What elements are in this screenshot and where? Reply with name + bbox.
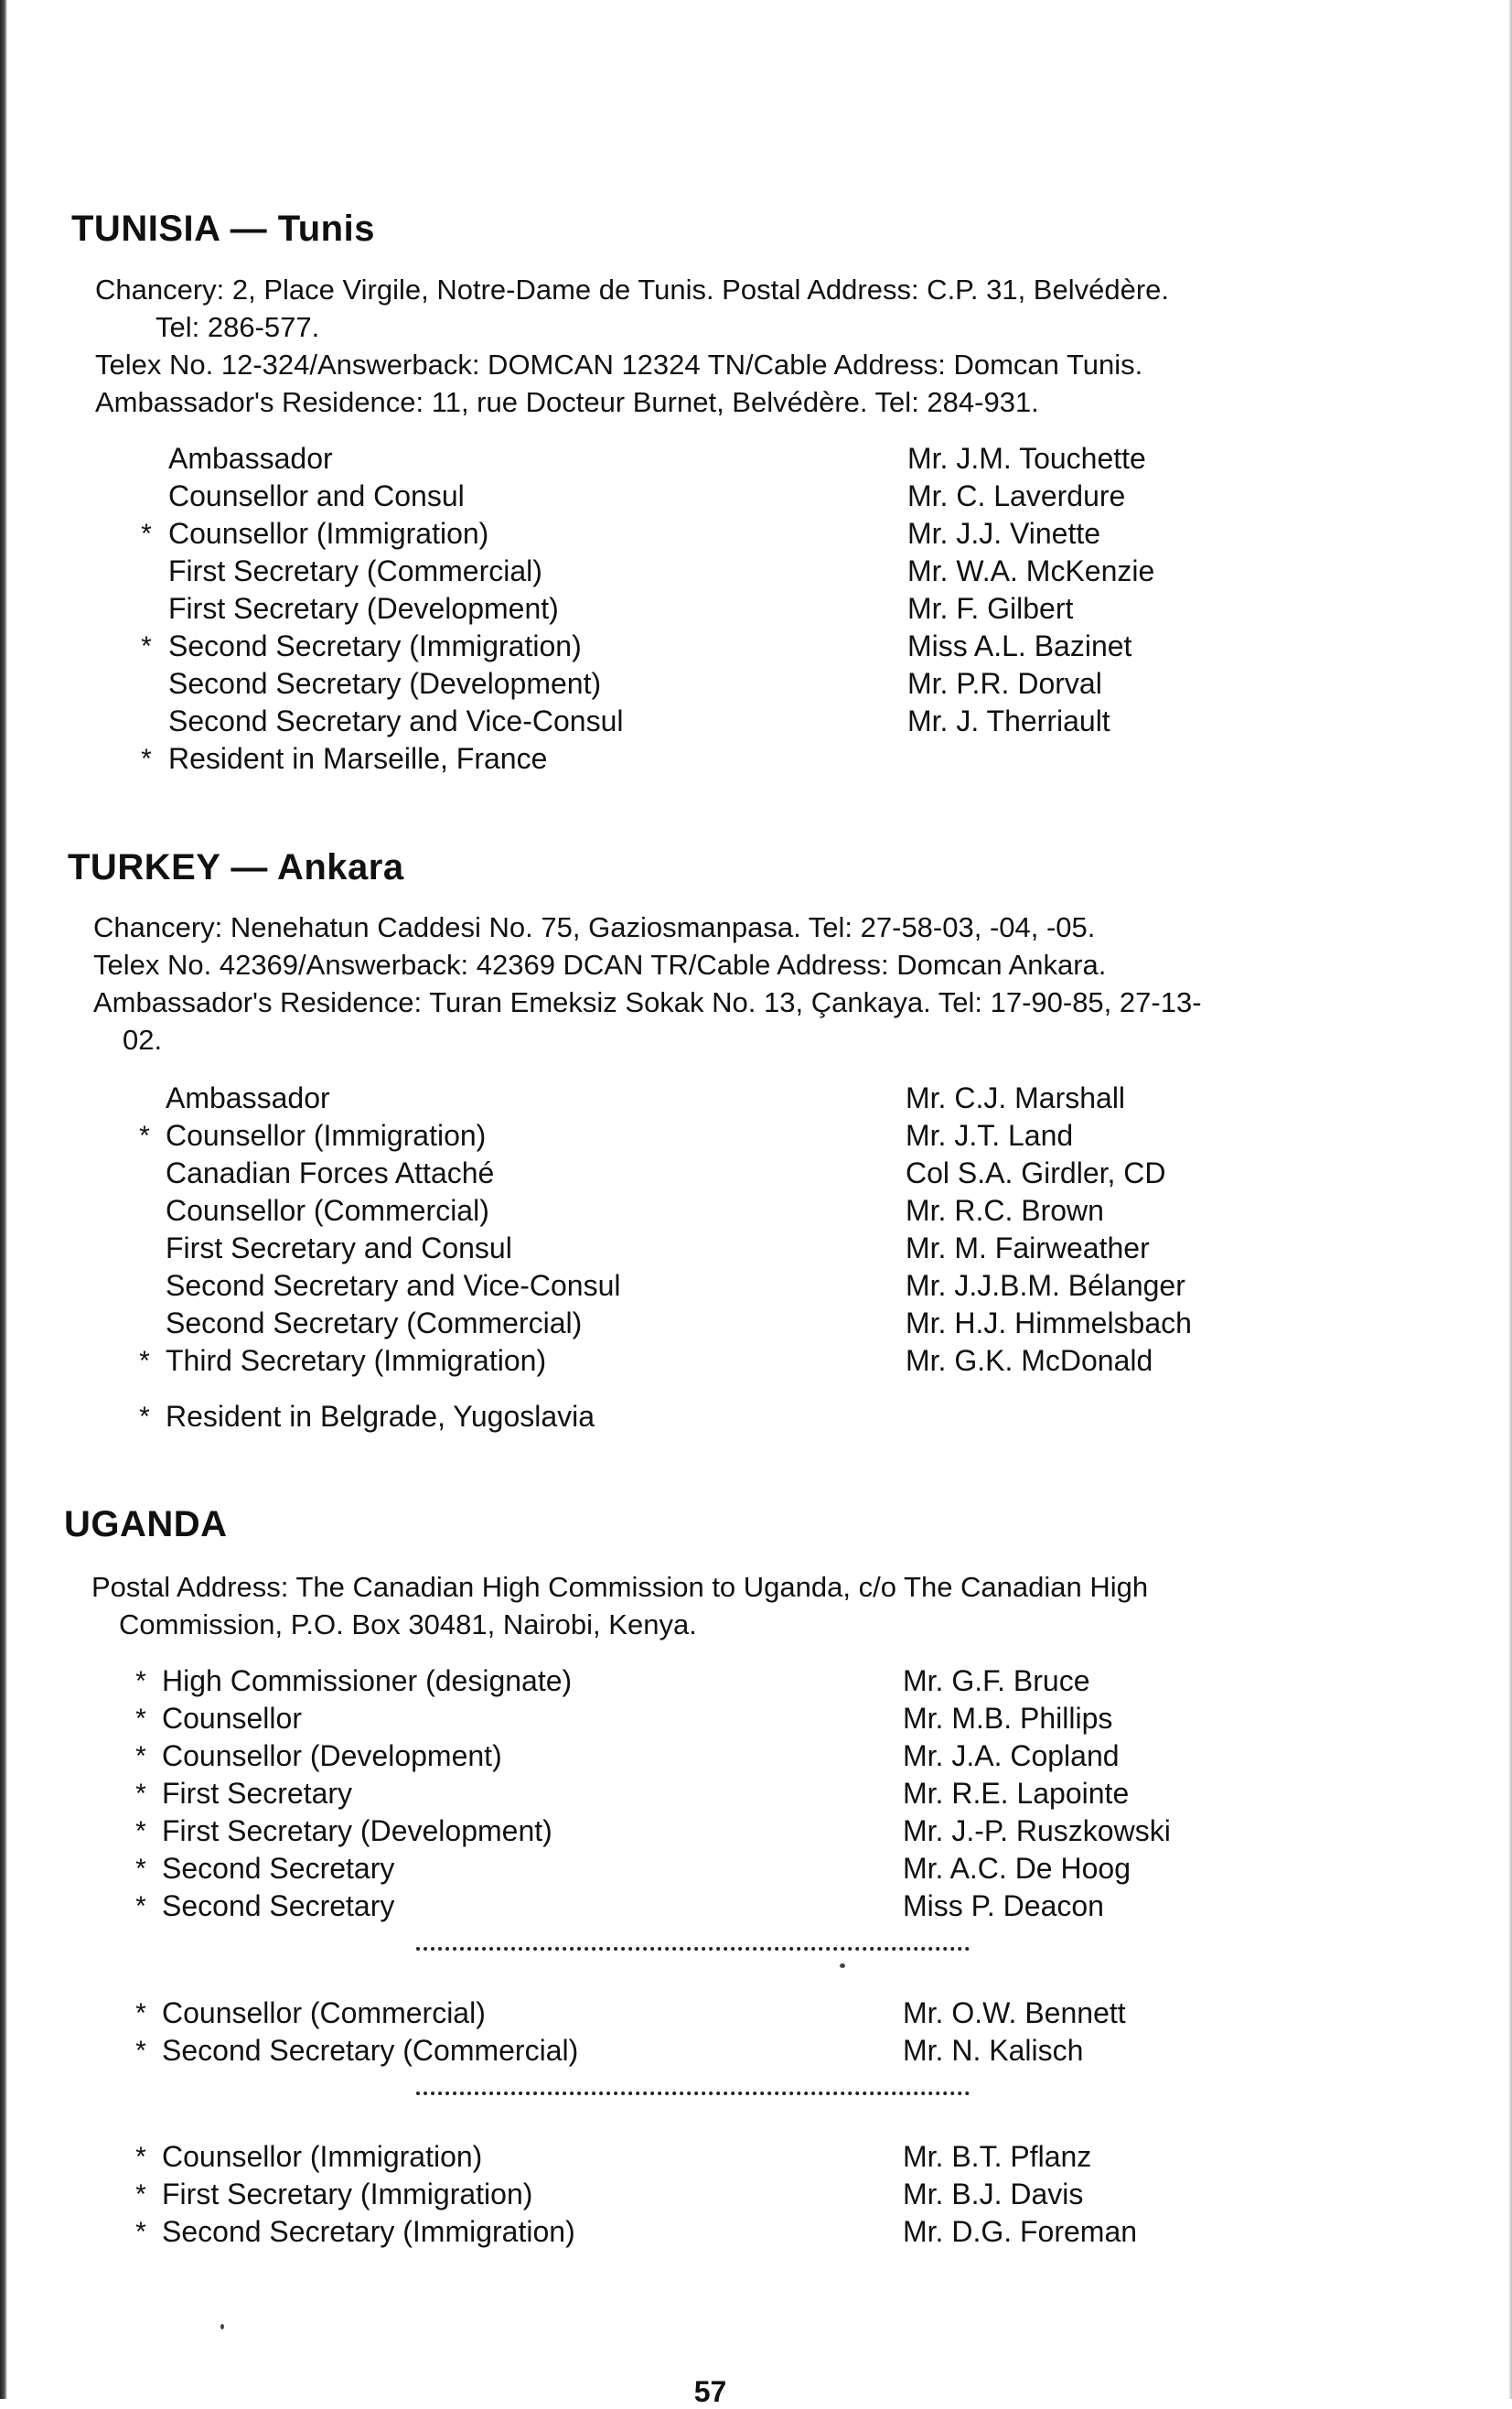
staff-name: Mr. G.F. Bruce [903, 1664, 1090, 1697]
staff-row [0, 1850, 1512, 1887]
staff-name: Mr. J.M. Touchette [907, 442, 1146, 475]
staff-title: Third Secretary (Immigration) [166, 1344, 547, 1377]
telex-line: Telex No. 12-324/Answerback: DOMCAN 12324 TN/Cable Address: Domcan Tunis. [95, 349, 1143, 381]
staff-name: Mr. R.C. Brown [906, 1194, 1104, 1227]
star-marker: * [135, 2179, 146, 2210]
staff-title: Second Secretary and Vice-Consul [166, 1269, 621, 1302]
staff-row [0, 703, 1512, 740]
star-marker: * [135, 2217, 146, 2247]
staff-row [0, 1995, 1512, 2032]
resident-note-text: Resident in Marseille, France [168, 742, 548, 775]
staff-row [0, 1812, 1512, 1850]
staff-title: Second Secretary (Commercial) [162, 2034, 579, 2067]
staff-row [0, 440, 1512, 478]
residence-line: Ambassador's Residence: 11, rue Docteur Burnet, Belvédère. Tel: 284-931. [95, 386, 1039, 418]
staff-title: Second Secretary [162, 1852, 395, 1885]
staff-name: Mr. J.T. Land [906, 1119, 1074, 1152]
postal-address-line: Postal Address: The Canadian High Commission to Uganda, c/o The Canadian High [91, 1571, 1149, 1603]
residence-line-continued: 02. [123, 1024, 163, 1056]
staff-row [0, 1230, 1512, 1267]
staff-name: Mr. P.R. Dorval [907, 667, 1102, 700]
staff-name: Mr. J. Therriault [907, 704, 1110, 737]
staff-title: Ambassador [168, 442, 333, 475]
staff-row [0, 1737, 1512, 1775]
staff-name: Miss A.L. Bazinet [907, 629, 1132, 662]
chancery-line: Chancery: 2, Place Virgile, Notre-Dame de Tunis. Postal Address: C.P. 31, Belvédère. [95, 274, 1170, 306]
scan-speck [840, 1963, 845, 1968]
staff-name: Col S.A. Girdler, CD [906, 1156, 1166, 1189]
staff-row [0, 478, 1512, 515]
scan-speck [220, 2324, 224, 2329]
staff-row [0, 1117, 1512, 1155]
staff-row [0, 553, 1512, 590]
staff-row [0, 2138, 1512, 2176]
group-separator-dotted [416, 1947, 970, 1951]
staff-row [0, 1267, 1512, 1305]
postal-address-line-continued: Commission, P.O. Box 30481, Nairobi, Kenya. [119, 1608, 697, 1640]
section-heading-tunisia: TUNISIA — Tunis [71, 209, 375, 249]
star-marker: * [135, 1704, 146, 1734]
star-marker: * [141, 631, 152, 661]
staff-name: Mr. G.K. McDonald [906, 1344, 1153, 1377]
staff-row [0, 1192, 1512, 1230]
staff-name: Mr. A.C. De Hoog [903, 1852, 1131, 1885]
star-marker: * [135, 1891, 146, 1921]
star-marker: * [139, 1402, 150, 1432]
staff-title: Ambassador [166, 1081, 330, 1114]
staff-row [0, 1155, 1512, 1192]
staff-name: Mr. M. Fairweather [906, 1231, 1150, 1264]
staff-row [0, 515, 1512, 553]
star-marker: * [135, 1816, 146, 1846]
staff-title: Counsellor (Development) [162, 1739, 502, 1772]
address-block-turkey [93, 909, 1202, 1059]
staff-row [0, 590, 1512, 628]
star-marker: * [139, 1121, 150, 1151]
group-separator-dotted [416, 2092, 970, 2095]
telex-line: Telex No. 42369/Answerback: 42369 DCAN TR/Cable Address: Domcan Ankara. [93, 949, 1107, 981]
staff-name: Mr. C.J. Marshall [906, 1081, 1126, 1114]
staff-row [0, 2176, 1512, 2213]
staff-title: Second Secretary and Vice-Consul [168, 704, 624, 737]
staff-name: Mr. B.J. Davis [903, 2178, 1084, 2210]
resident-note [0, 740, 1512, 778]
staff-row [0, 665, 1512, 703]
staff-name: Mr. J.-P. Ruszkowski [903, 1814, 1171, 1847]
star-marker: * [135, 1741, 146, 1771]
staff-name: Mr. W.A. McKenzie [907, 554, 1155, 587]
section-heading-uganda: UGANDA [64, 1504, 228, 1544]
star-marker: * [141, 519, 152, 549]
staff-name: Mr. J.J. Vinette [907, 517, 1101, 550]
staff-row [0, 1342, 1512, 1380]
staff-title: Counsellor (Immigration) [168, 517, 489, 550]
staff-row [0, 1305, 1512, 1342]
star-marker: * [139, 1346, 150, 1376]
staff-title: Counsellor (Commercial) [166, 1194, 489, 1227]
staff-title: Counsellor (Immigration) [166, 1119, 487, 1152]
staff-name: Mr. O.W. Bennett [903, 1996, 1126, 2029]
star-marker: * [135, 2142, 146, 2172]
staff-title: Second Secretary (Development) [168, 667, 602, 700]
page-number: 57 [693, 2375, 727, 2408]
star-marker: * [141, 744, 152, 774]
staff-name: Mr. R.E. Lapointe [903, 1777, 1130, 1810]
staff-name: Mr. B.T. Pflanz [903, 2140, 1092, 2173]
resident-note-text: Resident in Belgrade, Yugoslavia [166, 1400, 595, 1433]
staff-title: Counsellor and Consul [168, 479, 465, 512]
staff-title: Counsellor (Commercial) [162, 1996, 486, 2029]
staff-name: Mr. D.G. Foreman [903, 2215, 1138, 2248]
star-marker: * [135, 1666, 146, 1696]
staff-title: Canadian Forces Attaché [166, 1156, 495, 1189]
staff-name: Miss P. Deacon [903, 1889, 1104, 1922]
chancery-line-continued: Tel: 286-577. [155, 311, 320, 343]
address-block-uganda [91, 1568, 1148, 1643]
chancery-line: Chancery: Nenehatun Caddesi No. 75, Gaziosmanpasa. Tel: 27-58-03, -04, -05. [93, 911, 1096, 943]
staff-title: High Commissioner (designate) [162, 1664, 573, 1697]
resident-note [0, 1398, 1512, 1436]
staff-title: Counsellor (Immigration) [162, 2140, 483, 2173]
staff-row [0, 1080, 1512, 1117]
staff-row [0, 628, 1512, 665]
staff-name: Mr. J.A. Copland [903, 1739, 1120, 1772]
section-heading-turkey: TURKEY — Ankara [68, 847, 404, 887]
staff-title: First Secretary [162, 1777, 353, 1810]
staff-name: Mr. N. Kalisch [903, 2034, 1084, 2067]
staff-title: Second Secretary [162, 1889, 395, 1922]
staff-row [0, 1700, 1512, 1737]
staff-name: Mr. F. Gilbert [907, 592, 1074, 625]
staff-title: First Secretary (Immigration) [162, 2178, 533, 2210]
star-marker: * [135, 1998, 146, 2028]
staff-title: Second Secretary (Immigration) [162, 2215, 575, 2248]
staff-title: Second Secretary (Commercial) [166, 1307, 583, 1339]
staff-name: Mr. M.B. Phillips [903, 1702, 1113, 1735]
staff-name: Mr. C. Laverdure [907, 479, 1126, 512]
staff-title: Counsellor [162, 1702, 302, 1735]
staff-title: Second Secretary (Immigration) [168, 629, 582, 662]
staff-title: First Secretary (Development) [168, 592, 559, 625]
residence-line: Ambassador's Residence: Turan Emeksiz Sokak No. 13, Çankaya. Tel: 17-90-85, 27-13- [93, 986, 1202, 1018]
staff-name: Mr. H.J. Himmelsbach [906, 1307, 1192, 1339]
staff-row [0, 1775, 1512, 1812]
star-marker: * [135, 1854, 146, 1884]
staff-row [0, 2032, 1512, 2070]
staff-row [0, 1662, 1512, 1700]
staff-title: First Secretary (Development) [162, 1814, 552, 1847]
staff-title: First Secretary (Commercial) [168, 554, 542, 587]
star-marker: * [135, 2036, 146, 2066]
staff-row [0, 2213, 1512, 2251]
address-block-tunisia [95, 271, 1169, 421]
staff-row [0, 1887, 1512, 1925]
staff-name: Mr. J.J.B.M. Bélanger [906, 1269, 1185, 1302]
star-marker: * [135, 1779, 146, 1809]
staff-title: First Secretary and Consul [166, 1231, 512, 1264]
